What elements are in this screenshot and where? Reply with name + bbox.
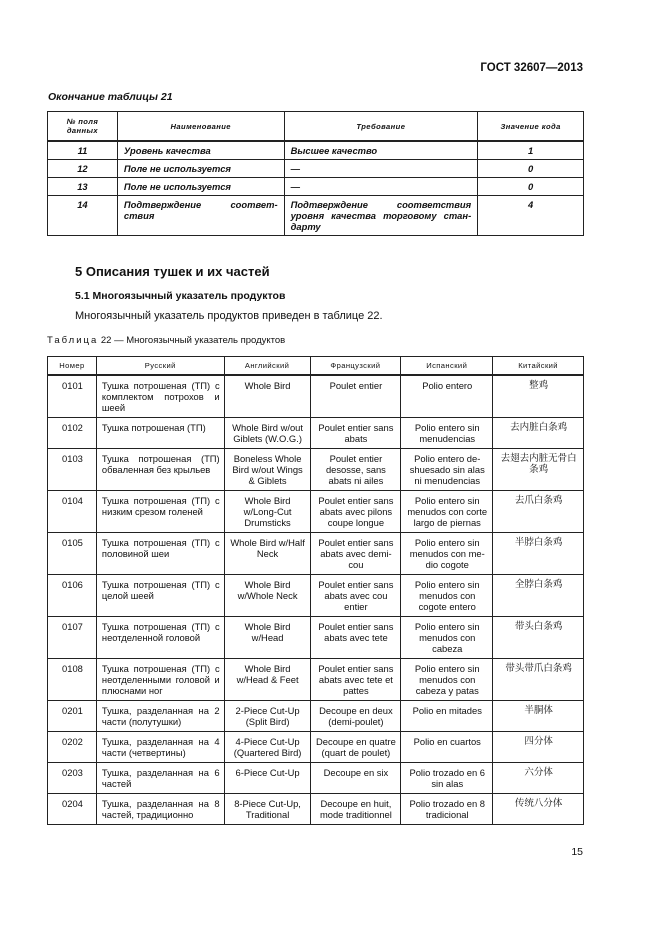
- cell-chinese: 六分体: [493, 763, 584, 794]
- cell-name: Подтверждение соответствия: [117, 196, 284, 236]
- cell-chinese: 半胴体: [493, 701, 584, 732]
- cell-french: Poulet entier sans abats: [310, 418, 401, 449]
- cell-spanish: Polio entero: [401, 375, 493, 418]
- cell-spanish: Polio entero sin menudos con cogote entero: [401, 575, 493, 617]
- cell-code: 0: [478, 160, 584, 178]
- cell-english: Whole Bird w/Head & Feet: [224, 659, 310, 701]
- cell-russian: Тушка, разделанная на 8 частей, традиционно: [96, 794, 224, 825]
- cell-french: Decoupe en quatre (quart de poulet): [310, 732, 401, 763]
- table-21: [47, 111, 584, 236]
- cell-spanish: Polio entero deshuesado sin alas ni menudencias: [401, 449, 493, 491]
- cell-spanish: Polio entero sin menudos con cabeza: [401, 617, 493, 659]
- cell-number: 0105: [48, 533, 97, 575]
- table21-header-name: Наименование: [117, 112, 284, 142]
- cell-name: Поле не используется: [117, 178, 284, 196]
- cell-code: 0: [478, 178, 584, 196]
- cell-english: Whole Bird: [224, 375, 310, 418]
- cell-number: 0103: [48, 449, 97, 491]
- cell-english: Boneless Whole Bird w/out Wings & Giblets: [224, 449, 310, 491]
- table22-header-russian: Русский: [96, 357, 224, 376]
- cell-french: Poulet entier sans abats avec cou entier: [310, 575, 401, 617]
- table-row: [48, 375, 584, 418]
- cell-chinese: 四分体: [493, 732, 584, 763]
- cell-french: Poulet entier sans abats avec tete et pattes: [310, 659, 401, 701]
- cell-french: Poulet entier: [310, 375, 401, 418]
- cell-french: Poulet entier sans abats avec demicou: [310, 533, 401, 575]
- cell-requirement: Подтверждение соответствия уровня качества торговому стандарту: [284, 196, 478, 236]
- table21-header-field-no: № поля данных: [48, 112, 118, 142]
- cell-english: 6-Piece Cut-Up: [224, 763, 310, 794]
- cell-field-no: 12: [48, 160, 118, 178]
- table22-header-number: Номер: [48, 357, 97, 376]
- cell-spanish: Polio entero sin menudos con corte largo de piernas: [401, 491, 493, 533]
- cell-spanish: Polio en cuartos: [401, 732, 493, 763]
- table-row: [48, 533, 584, 575]
- cell-russian: Тушка потрошеная (ТП) с целой шеей: [96, 575, 224, 617]
- table-row: [48, 701, 584, 732]
- cell-russian: Тушка, разделанная на 2 части (полутушки): [96, 701, 224, 732]
- cell-russian: Тушка потрошеная (ТП) с комплектом потрохов и шеей: [96, 375, 224, 418]
- cell-number: 0102: [48, 418, 97, 449]
- cell-english: Whole Bird w/out Giblets (W.O.G.): [224, 418, 310, 449]
- section-5-heading: 5 Описания тушек и их частей: [75, 264, 270, 279]
- table-row: [48, 178, 584, 196]
- table-row: [48, 794, 584, 825]
- cell-number: 0107: [48, 617, 97, 659]
- table-row: [48, 617, 584, 659]
- cell-russian: Тушка потрошеная (ТП) обваленная без крыльев: [96, 449, 224, 491]
- cell-number: 0202: [48, 732, 97, 763]
- cell-number: 0201: [48, 701, 97, 732]
- table22-header-english: Английский: [224, 357, 310, 376]
- cell-requirement: Высшее качество: [284, 141, 478, 160]
- table21-header-code: Значение кода: [478, 112, 584, 142]
- table21-header-requirement: Требование: [284, 112, 478, 142]
- table22-caption-text: 22 — Многоязычный указатель продуктов: [98, 335, 286, 346]
- cell-spanish: Polio en mitades: [401, 701, 493, 732]
- cell-code: 4: [478, 196, 584, 236]
- cell-english: Whole Bird w/Whole Neck: [224, 575, 310, 617]
- table-row: [48, 732, 584, 763]
- cell-chinese: 半脖白条鸡: [493, 533, 584, 575]
- page-number: 15: [571, 846, 583, 858]
- cell-number: 0108: [48, 659, 97, 701]
- cell-french: Decoupe en six: [310, 763, 401, 794]
- cell-french: Poulet entier desosse, sans abats ni ailes: [310, 449, 401, 491]
- section-5-1-text: Многоязычный указатель продуктов приведен в таблице 22.: [75, 310, 383, 322]
- cell-spanish: Polio entero sin menudos con medio cogote: [401, 533, 493, 575]
- cell-english: 8-Piece Cut-Up, Traditional: [224, 794, 310, 825]
- cell-spanish: Polio trozado en 6 sin alas: [401, 763, 493, 794]
- cell-english: Whole Bird w/Head: [224, 617, 310, 659]
- cell-russian: Тушка потрошеная (ТП) с половиной шеи: [96, 533, 224, 575]
- cell-spanish: Polio entero sin menudencias: [401, 418, 493, 449]
- table-row: [48, 491, 584, 533]
- table-row: [48, 418, 584, 449]
- cell-chinese: 带头带爪白条鸡: [493, 659, 584, 701]
- cell-number: 0101: [48, 375, 97, 418]
- cell-french: Poulet entier sans abats avec pilons coupe longue: [310, 491, 401, 533]
- cell-code: 1: [478, 141, 584, 160]
- table-row: [48, 763, 584, 794]
- cell-english: Whole Bird w/Long-Cut Drumsticks: [224, 491, 310, 533]
- cell-name: Поле не используется: [117, 160, 284, 178]
- table22-header-chinese: Китайский: [493, 357, 584, 376]
- cell-french: Decoupe en deux (demi-poulet): [310, 701, 401, 732]
- table-row: [48, 196, 584, 236]
- cell-requirement: —: [284, 160, 478, 178]
- cell-russian: Тушка потрошеная (ТП) с низким срезом голеней: [96, 491, 224, 533]
- cell-chinese: 传统八分体: [493, 794, 584, 825]
- table22-caption: [47, 335, 285, 346]
- table-row: [48, 659, 584, 701]
- cell-russian: Тушка, разделанная на 6 частей: [96, 763, 224, 794]
- table-row: [48, 575, 584, 617]
- section-5-1-heading: 5.1 Многоязычный указатель продуктов: [75, 290, 286, 302]
- cell-requirement: —: [284, 178, 478, 196]
- cell-chinese: 整鸡: [493, 375, 584, 418]
- cell-french: Poulet entier sans abats avec tete: [310, 617, 401, 659]
- table-row: [48, 141, 584, 160]
- cell-russian: Тушка потрошеная (ТП) с неотделенными головой и плюснами ног: [96, 659, 224, 701]
- table21-continuation-title: Окончание таблицы 21: [48, 91, 173, 103]
- standard-number: ГОСТ 32607—2013: [480, 62, 583, 74]
- cell-field-no: 11: [48, 141, 118, 160]
- cell-field-no: 14: [48, 196, 118, 236]
- table-row: [48, 160, 584, 178]
- cell-russian: Тушка, разделанная на 4 части (четвертины): [96, 732, 224, 763]
- table-22: [47, 356, 584, 825]
- table21-header-row: [48, 112, 584, 142]
- cell-field-no: 13: [48, 178, 118, 196]
- cell-english: 2-Piece Cut-Up (Split Bird): [224, 701, 310, 732]
- cell-name: Уровень качества: [117, 141, 284, 160]
- table22-header-spanish: Испанский: [401, 357, 493, 376]
- table22-header-row: [48, 357, 584, 376]
- table-row: [48, 449, 584, 491]
- cell-number: 0104: [48, 491, 97, 533]
- table22-header-french: Французский: [310, 357, 401, 376]
- cell-chinese: 去内脏白条鸡: [493, 418, 584, 449]
- cell-russian: Тушка потрошеная (ТП) с неотделенной головой: [96, 617, 224, 659]
- cell-spanish: Polio trozado en 8 tradicional: [401, 794, 493, 825]
- cell-chinese: 全脖白条鸡: [493, 575, 584, 617]
- cell-french: Decoupe en huit, mode traditionnel: [310, 794, 401, 825]
- cell-english: Whole Bird w/Half Neck: [224, 533, 310, 575]
- cell-russian: Тушка потрошеная (ТП): [96, 418, 224, 449]
- cell-number: 0106: [48, 575, 97, 617]
- cell-english: 4-Piece Cut-Up (Quartered Bird): [224, 732, 310, 763]
- cell-chinese: 去翅去内脏无骨白条鸡: [493, 449, 584, 491]
- cell-chinese: 去爪白条鸡: [493, 491, 584, 533]
- cell-number: 0203: [48, 763, 97, 794]
- cell-spanish: Polio entero sin menudos con cabeza y patas: [401, 659, 493, 701]
- table22-caption-label: Таблица: [47, 335, 99, 346]
- cell-number: 0204: [48, 794, 97, 825]
- cell-chinese: 带头白条鸡: [493, 617, 584, 659]
